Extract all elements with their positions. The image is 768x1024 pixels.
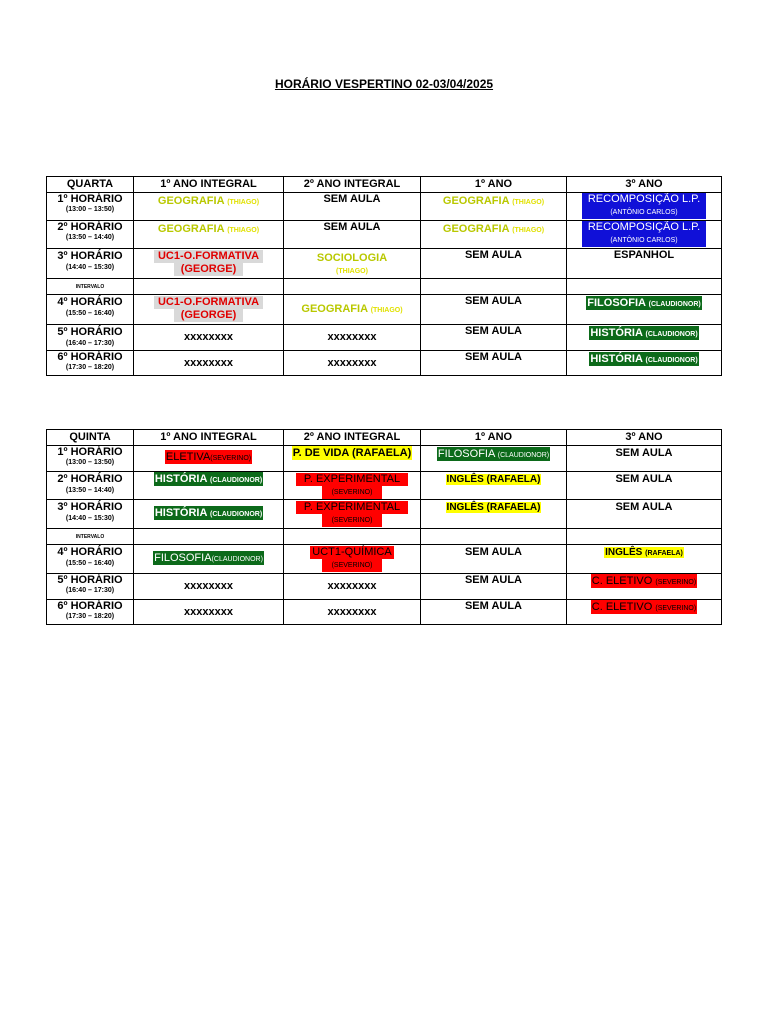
- class-cell: [134, 221, 284, 249]
- placeholder-x: xxxxxxxx: [184, 356, 233, 369]
- subject: UC1-O.FORMATIVA: [154, 296, 263, 309]
- subject: HISTÓRIA: [154, 473, 207, 485]
- highlight: [437, 447, 550, 461]
- subject: SEM AULA: [464, 574, 523, 586]
- table-row: [47, 472, 722, 500]
- class-cell: [567, 545, 722, 574]
- class-cell: [284, 193, 421, 221]
- teacher: (THIAGO): [512, 227, 545, 234]
- subject: C. ELETIVO: [591, 601, 653, 613]
- subject: ESPANHOL: [613, 249, 675, 261]
- class-cell: [567, 325, 722, 351]
- teacher: (CLAUDIONOR): [210, 511, 263, 518]
- slot-cell: [47, 351, 134, 376]
- class-cell: [421, 325, 567, 351]
- table-row: [47, 325, 722, 351]
- class-cell: [134, 472, 284, 500]
- teacher: (CLAUDIONOR): [497, 452, 550, 459]
- subject: SEM AULA: [323, 193, 381, 205]
- subject: SEM AULA: [464, 325, 523, 337]
- class-cell: [284, 600, 421, 625]
- slot-cell: [47, 221, 134, 249]
- slot-label: 1º HORÁRIO: [57, 193, 123, 205]
- class-cell: [134, 295, 284, 325]
- teacher: (GEORGE): [174, 263, 243, 276]
- subject: HISTÓRIA: [590, 327, 643, 339]
- placeholder-x: xxxxxxxx: [327, 356, 377, 369]
- schedule-table-quinta: [46, 429, 722, 625]
- class-cell: [567, 574, 722, 600]
- subject: FILOSOFIA: [437, 448, 495, 460]
- header-col: 3º ANO: [567, 177, 722, 193]
- slot-time: (13:50 – 14:40): [65, 234, 115, 241]
- class-cell: [284, 351, 421, 376]
- subject: INGLÊS: [605, 547, 643, 558]
- header-col: 1º ANO: [421, 177, 567, 193]
- class-cell: [567, 351, 722, 376]
- class-cell: [421, 446, 567, 472]
- highlight: [586, 296, 701, 310]
- teacher: (THIAGO): [227, 227, 260, 234]
- slot-label: 4º HORÁRIO: [57, 296, 123, 308]
- subject: INGLÊS (RAFAELA): [446, 474, 541, 485]
- subject: SEM AULA: [464, 546, 523, 558]
- teacher: (THIAGO): [370, 307, 403, 314]
- class-cell: [421, 193, 567, 221]
- subject: SOCIOLOGIA: [316, 252, 388, 264]
- class-cell: [421, 351, 567, 376]
- header-day: QUARTA: [47, 177, 134, 193]
- placeholder-x: xxxxxxxx: [327, 331, 377, 343]
- subject: RECOMPOSIÇÃO L.P.: [582, 221, 706, 234]
- subject: GEOGRAFIA: [157, 195, 225, 207]
- class-cell: [421, 600, 567, 625]
- slot-time: (16:40 – 17:30): [65, 340, 115, 347]
- table-row: [47, 574, 722, 600]
- slot-label: 5º HORÁRIO: [57, 574, 123, 586]
- slot-time: (14:40 – 15:30): [65, 515, 115, 522]
- header-col: 1º ANO INTEGRAL: [134, 430, 284, 446]
- header-col: 1º ANO: [421, 430, 567, 446]
- page-title: HORÁRIO VESPERTINO 02-03/04/2025: [274, 77, 494, 91]
- class-cell: [567, 500, 722, 529]
- table-row: [47, 221, 722, 249]
- interval-row: [47, 529, 722, 545]
- teacher: (CLAUDIONOR): [645, 331, 698, 338]
- subject: INGLÊS (RAFAELA): [446, 502, 541, 513]
- class-cell: [134, 574, 284, 600]
- subject: SEM AULA: [615, 473, 673, 485]
- slot-time: (13:50 – 14:40): [65, 487, 115, 494]
- slot-time: (17:30 – 18:20): [65, 364, 115, 371]
- slot-cell: [47, 600, 134, 625]
- subject: HISTÓRIA: [590, 353, 643, 365]
- class-cell: [421, 500, 567, 529]
- interval-label: INTERVALO: [47, 529, 134, 545]
- highlight: [165, 450, 252, 464]
- slot-label: 1º HORÁRIO: [57, 446, 123, 458]
- highlight: [604, 547, 684, 558]
- slot-time: (15:50 – 16:40): [65, 310, 115, 317]
- header-row: [47, 430, 722, 446]
- table-row: [47, 545, 722, 574]
- highlight: [589, 352, 698, 366]
- class-cell: [284, 249, 421, 279]
- teacher: (CLAUDIONOR): [648, 301, 701, 308]
- class-cell: [134, 193, 284, 221]
- subject: GEOGRAFIA: [301, 303, 368, 315]
- header-col: 2º ANO INTEGRAL: [284, 177, 421, 193]
- teacher: (SEVERINO): [210, 455, 252, 462]
- subject: GEOGRAFIA: [442, 195, 510, 207]
- table-row: [47, 193, 722, 221]
- teacher: (THIAGO): [512, 199, 545, 206]
- highlight: [591, 600, 697, 614]
- slot-cell: [47, 295, 134, 325]
- highlight: [153, 551, 264, 565]
- slot-time: (16:40 – 17:30): [65, 587, 115, 594]
- class-cell: [134, 500, 284, 529]
- slot-time: (13:00 – 13:50): [65, 459, 115, 466]
- subject: SEM AULA: [323, 221, 381, 233]
- subject: HISTÓRIA: [154, 507, 207, 519]
- subject: SEM AULA: [464, 351, 523, 363]
- class-cell: [134, 325, 284, 351]
- subject: SEM AULA: [615, 501, 673, 513]
- slot-time: (14:40 – 15:30): [65, 264, 115, 271]
- slot-label: 3º HORÁRIO: [57, 501, 123, 513]
- subject: GEOGRAFIA: [442, 223, 510, 235]
- teacher: (RAFAELA): [645, 550, 683, 557]
- teacher: (THIAGO): [227, 199, 260, 206]
- class-cell: [421, 545, 567, 574]
- subject: ELETIVA: [165, 451, 211, 463]
- class-cell: [567, 249, 722, 279]
- slot-time: (17:30 – 18:20): [65, 613, 115, 620]
- slot-label: 5º HORÁRIO: [57, 326, 123, 338]
- teacher: (SEVERINO): [322, 514, 382, 527]
- slot-cell: [47, 500, 134, 529]
- teacher: (SEVERINO): [655, 579, 697, 586]
- header-col: 2º ANO INTEGRAL: [284, 430, 421, 446]
- slot-label: 4º HORÁRIO: [57, 546, 123, 558]
- class-cell: [284, 325, 421, 351]
- slot-cell: [47, 545, 134, 574]
- placeholder-x: xxxxxxxx: [327, 580, 377, 592]
- subject: P. EXPERIMENTAL: [296, 501, 408, 514]
- subject: UCT1-QUÍMICA: [310, 546, 394, 559]
- slot-cell: [47, 574, 134, 600]
- placeholder-x: xxxxxxxx: [184, 580, 233, 592]
- slot-time: (15:50 – 16:40): [65, 560, 115, 567]
- slot-label: 2º HORÁRIO: [57, 473, 123, 485]
- highlight: [154, 472, 263, 486]
- highlight: [154, 506, 263, 520]
- table-row: [47, 249, 722, 279]
- class-cell: [421, 249, 567, 279]
- class-cell: [134, 600, 284, 625]
- slot-label: 6º HORÁRIO: [57, 351, 123, 363]
- slot-cell: [47, 249, 134, 279]
- highlight: [589, 326, 698, 340]
- placeholder-x: xxxxxxxx: [327, 605, 377, 618]
- class-cell: [421, 472, 567, 500]
- class-cell: [284, 472, 421, 500]
- table-row: [47, 351, 722, 376]
- class-cell: [284, 446, 421, 472]
- subject: UC1-O.FORMATIVA: [154, 250, 263, 263]
- table-row: [47, 295, 722, 325]
- teacher: (CLAUDIONOR): [211, 556, 263, 563]
- placeholder-x: xxxxxxxx: [184, 331, 233, 343]
- schedule-table-quarta: [46, 176, 722, 376]
- class-cell: [134, 545, 284, 574]
- class-cell: [284, 545, 421, 574]
- teacher: (SEVERINO): [655, 605, 697, 612]
- header-row: [47, 177, 722, 193]
- interval-row: [47, 279, 722, 295]
- placeholder-x: xxxxxxxx: [184, 605, 233, 618]
- class-cell: [567, 446, 722, 472]
- slot-cell: [47, 325, 134, 351]
- slot-time: (13:00 – 13:50): [65, 206, 115, 213]
- subject: FILOSOFIA: [587, 297, 646, 309]
- slot-label: 2º HORÁRIO: [57, 221, 123, 233]
- class-cell: [567, 295, 722, 325]
- slot-cell: [47, 193, 134, 221]
- subject: SEM AULA: [464, 249, 523, 261]
- subject: P. DE VIDA (RAFAELA): [292, 447, 412, 459]
- subject: SEM AULA: [464, 295, 523, 307]
- slot-cell: [47, 446, 134, 472]
- teacher: (CLAUDIONOR): [210, 477, 263, 484]
- table-row: [47, 446, 722, 472]
- class-cell: [421, 574, 567, 600]
- class-cell: [567, 221, 722, 249]
- interval-label: INTERVALO: [47, 279, 134, 295]
- highlight: [591, 574, 697, 588]
- class-cell: [567, 472, 722, 500]
- class-cell: [284, 500, 421, 529]
- table-row: [47, 600, 722, 625]
- class-cell: [284, 574, 421, 600]
- class-cell: [284, 295, 421, 325]
- slot-label: 3º HORÁRIO: [57, 250, 123, 262]
- teacher: (ANTÔNIO CARLOS): [582, 234, 706, 247]
- subject: RECOMPOSIÇÃO L.P.: [582, 193, 706, 206]
- slot-label: 6º HORÁRIO: [57, 600, 123, 612]
- teacher: (CLAUDIONOR): [645, 357, 698, 364]
- subject: C. ELETIVO: [591, 575, 653, 587]
- class-cell: [284, 221, 421, 249]
- class-cell: [134, 446, 284, 472]
- subject: FILOSOFIA: [154, 552, 212, 564]
- teacher: (ANTÔNIO CARLOS): [582, 206, 706, 219]
- teacher: (GEORGE): [174, 309, 243, 322]
- class-cell: [421, 295, 567, 325]
- class-cell: [134, 351, 284, 376]
- class-cell: [567, 193, 722, 221]
- teacher: (THIAGO): [336, 268, 368, 275]
- header-col: 3º ANO: [567, 430, 722, 446]
- subject: P. EXPERIMENTAL: [296, 473, 408, 486]
- table-row: [47, 500, 722, 529]
- class-cell: [134, 249, 284, 279]
- header-col: 1º ANO INTEGRAL: [134, 177, 284, 193]
- subject: GEOGRAFIA: [157, 223, 225, 235]
- slot-cell: [47, 472, 134, 500]
- subject: SEM AULA: [464, 600, 523, 612]
- subject: SEM AULA: [615, 447, 673, 459]
- teacher: (SEVERINO): [322, 486, 382, 499]
- header-day: QUINTA: [47, 430, 134, 446]
- class-cell: [567, 600, 722, 625]
- teacher: (SEVERINO): [322, 559, 382, 572]
- class-cell: [421, 221, 567, 249]
